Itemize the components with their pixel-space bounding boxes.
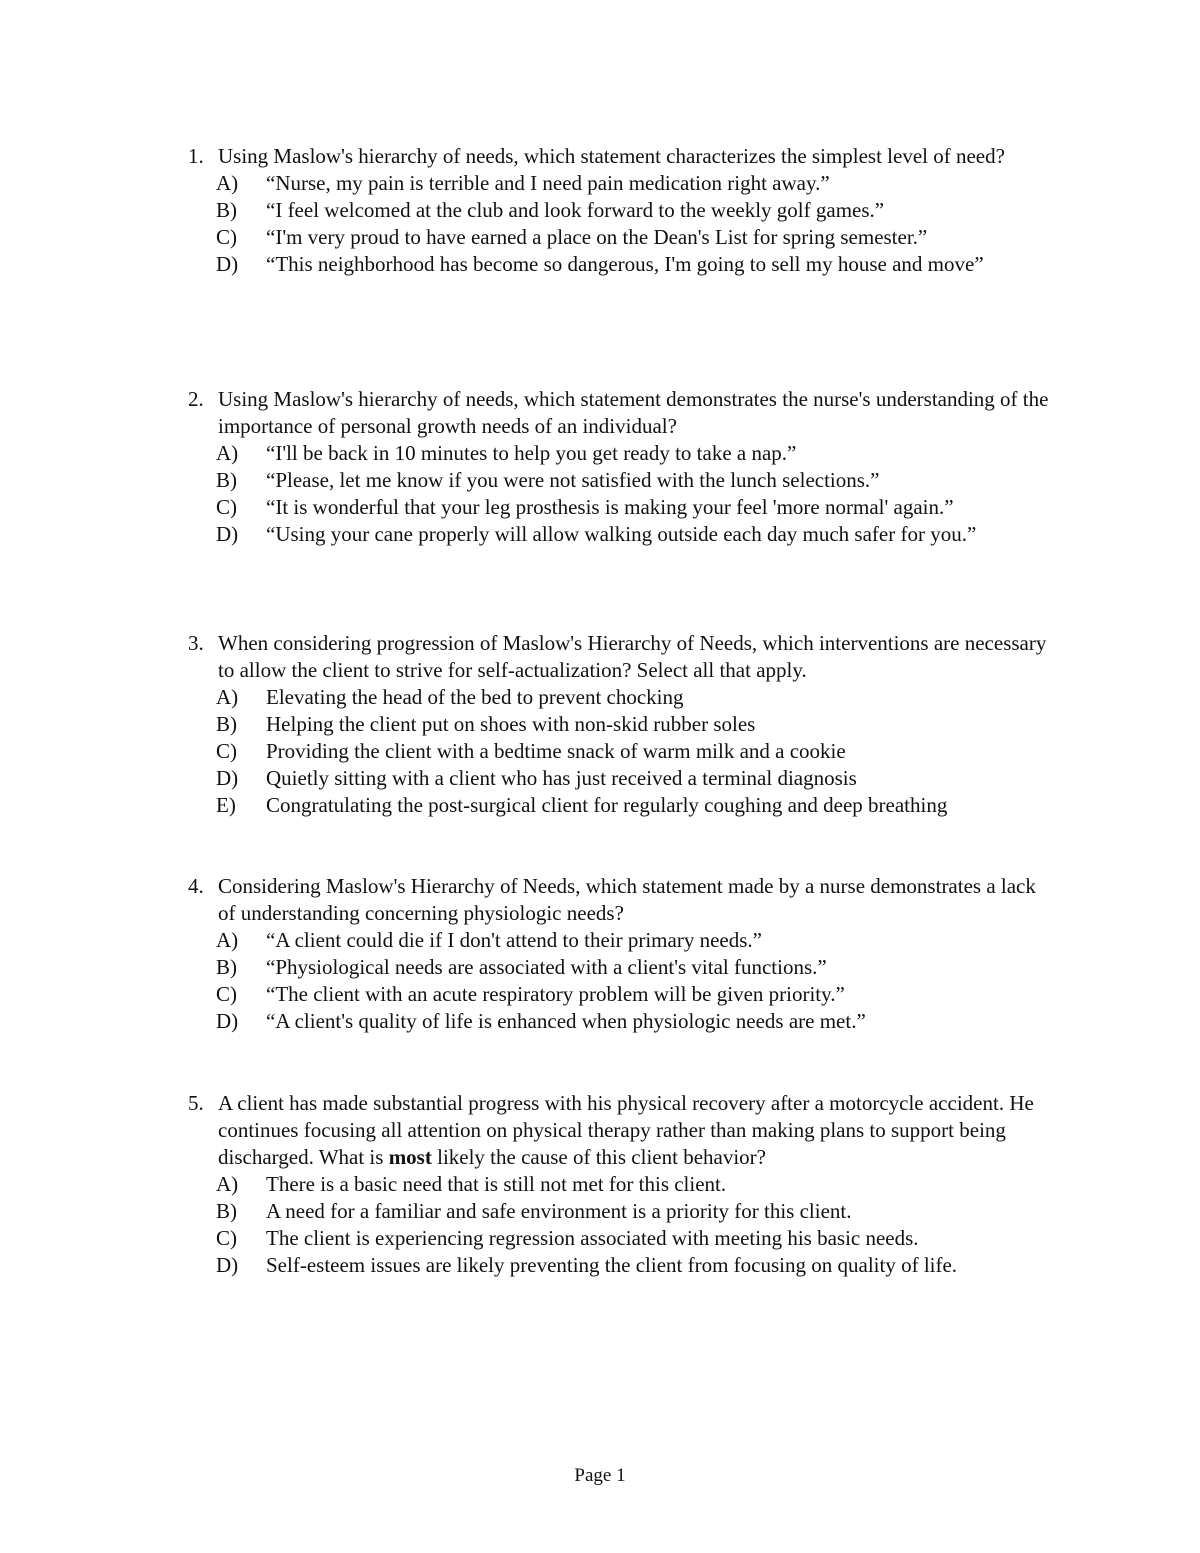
option-letter: B) — [216, 712, 237, 736]
option-letter: C) — [216, 225, 237, 249]
answer-option-a — [0, 684, 1200, 711]
answer-option-a — [0, 1171, 1200, 1198]
option-text: “I feel welcomed at the club and look forward to the weekly golf games.” — [266, 198, 885, 222]
option-text: “I'm very proud to have earned a place on the Dean's List for spring semester.” — [266, 225, 928, 249]
option-letter: A) — [216, 441, 239, 465]
answer-option-d — [0, 521, 1200, 548]
answer-option-a — [0, 440, 1200, 467]
question-stem-row — [0, 873, 1200, 927]
answer-option-c — [0, 981, 1200, 1008]
option-text: “Using your cane properly will allow walking outside each day much safer for you.” — [266, 522, 977, 546]
question-stem — [218, 143, 1058, 170]
option-text: “Please, let me know if you were not satisfied with the lunch selections.” — [266, 468, 880, 492]
option-text: “Physiological needs are associated with a client's vital functions.” — [266, 955, 827, 979]
option-letter: B) — [216, 198, 237, 222]
answer-option-b — [0, 711, 1200, 738]
answer-option-c — [0, 1225, 1200, 1252]
option-letter: A) — [216, 685, 239, 709]
option-text: “I'll be back in 10 minutes to help you get ready to take a nap.” — [266, 441, 797, 465]
question-stem — [218, 873, 1058, 927]
option-text: The client is experiencing regression associated with meeting his basic needs. — [266, 1226, 919, 1250]
option-letter: A) — [216, 171, 239, 195]
option-letter: D) — [216, 522, 239, 546]
question-number: 1. — [188, 144, 204, 168]
answer-option-a — [0, 927, 1200, 954]
option-text: Elevating the head of the bed to prevent chocking — [266, 685, 684, 709]
option-text: “It is wonderful that your leg prosthesis is making your feel 'more normal' again.” — [266, 495, 954, 519]
option-letter: D) — [216, 252, 239, 276]
question-number: 4. — [188, 874, 204, 898]
question-stem — [218, 1090, 1058, 1171]
question-2 — [0, 386, 1200, 548]
option-text: “A client's quality of life is enhanced when physiologic needs are met.” — [266, 1009, 866, 1033]
option-letter: C) — [216, 495, 237, 519]
question-stem-row — [0, 630, 1200, 684]
answer-option-d — [0, 1252, 1200, 1279]
stem-text: Considering Maslow's Hierarchy of Needs, which statement made by a nurse demonstrates a lack of understanding concerning physiologic needs? — [218, 874, 1036, 925]
answer-option-c — [0, 494, 1200, 521]
question-5 — [0, 1090, 1200, 1279]
question-stem — [218, 630, 1058, 684]
stem-text: A client has made substantial progress with his physical recovery after a motorcycle accident. He continues focusing all attention on physical therapy rather than making plans to support being discharged. What is — [218, 1091, 1034, 1169]
question-3 — [0, 630, 1200, 819]
question-stem-row — [0, 386, 1200, 440]
option-letter: A) — [216, 1172, 239, 1196]
question-number: 5. — [188, 1091, 204, 1115]
option-letter: D) — [216, 766, 239, 790]
answer-option-b — [0, 197, 1200, 224]
option-text: Quietly sitting with a client who has just received a terminal diagnosis — [266, 766, 857, 790]
answer-option-e — [0, 792, 1200, 819]
answer-option-d — [0, 251, 1200, 278]
question-stem-row — [0, 143, 1200, 170]
question-stem — [218, 386, 1058, 440]
option-text: “Nurse, my pain is terrible and I need pain medication right away.” — [266, 171, 830, 195]
answer-option-b — [0, 1198, 1200, 1225]
answer-option-b — [0, 954, 1200, 981]
answer-option-b — [0, 467, 1200, 494]
option-text: A need for a familiar and safe environment is a priority for this client. — [266, 1199, 852, 1223]
answer-option-d — [0, 765, 1200, 792]
option-text: “The client with an acute respiratory problem will be given priority.” — [266, 982, 845, 1006]
option-text: Providing the client with a bedtime snack of warm milk and a cookie — [266, 739, 846, 763]
option-letter: B) — [216, 955, 237, 979]
question-number: 2. — [188, 387, 204, 411]
option-text: Congratulating the post-surgical client for regularly coughing and deep breathing — [266, 793, 948, 817]
emphasis-text: most — [388, 1145, 432, 1169]
option-letter: D) — [216, 1253, 239, 1277]
option-letter: C) — [216, 739, 237, 763]
option-letter: B) — [216, 468, 237, 492]
question-number: 3. — [188, 631, 204, 655]
option-text: Helping the client put on shoes with non-skid rubber soles — [266, 712, 756, 736]
option-text: “This neighborhood has become so dangerous, I'm going to sell my house and move” — [266, 252, 984, 276]
option-letter: B) — [216, 1199, 237, 1223]
option-letter: E) — [216, 793, 236, 817]
option-text: There is a basic need that is still not met for this client. — [266, 1172, 727, 1196]
stem-text: likely the cause of this client behavior? — [431, 1145, 766, 1169]
stem-text: Using Maslow's hierarchy of needs, which statement demonstrates the nurse's understanding of the importance of personal growth needs of an individual? — [218, 387, 1049, 438]
question-1 — [0, 143, 1200, 278]
question-4 — [0, 873, 1200, 1035]
stem-text: When considering progression of Maslow's Hierarchy of Needs, which interventions are necessary to allow the client to strive for self-actualization? Select all that apply. — [218, 631, 1047, 682]
option-letter: D) — [216, 1009, 239, 1033]
option-letter: C) — [216, 982, 237, 1006]
option-text: “A client could die if I don't attend to their primary needs.” — [266, 928, 762, 952]
answer-option-d — [0, 1008, 1200, 1035]
option-text: Self-esteem issues are likely preventing the client from focusing on quality of life. — [266, 1253, 958, 1277]
question-stem-row — [0, 1090, 1200, 1171]
option-letter: C) — [216, 1226, 237, 1250]
answer-option-c — [0, 738, 1200, 765]
stem-text: Using Maslow's hierarchy of needs, which statement characterizes the simplest level of need? — [218, 144, 1005, 168]
answer-option-c — [0, 224, 1200, 251]
page-number: Page 1 — [574, 1465, 626, 1486]
option-letter: A) — [216, 928, 239, 952]
answer-option-a — [0, 170, 1200, 197]
